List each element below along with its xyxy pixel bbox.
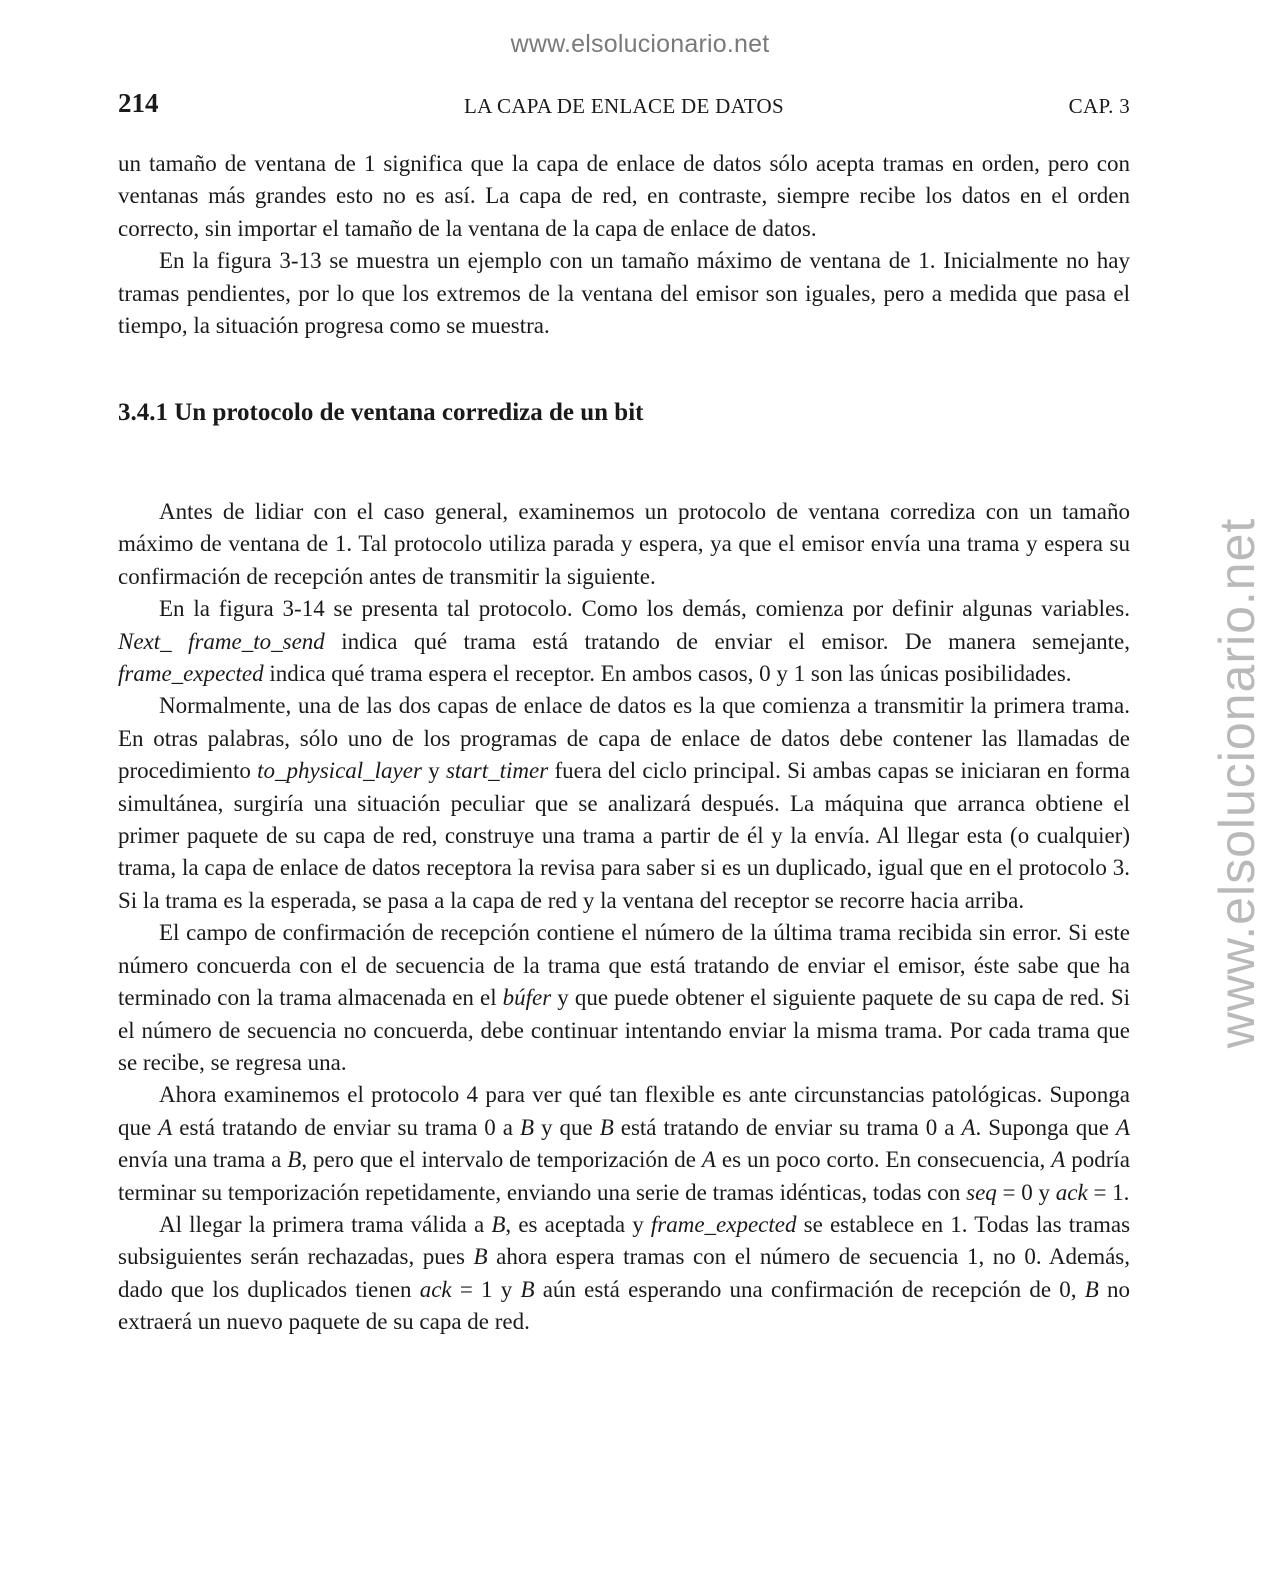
emphasis: búfer [502, 985, 552, 1011]
running-title: LA CAPA DE ENLACE DE DATOS [464, 94, 784, 118]
paragraph: un tamaño de ventana de 1 significa que la capa de enlace de datos sólo acepta tramas en orden, pero con ventanas más grandes esto no es así. La capa de red, en contraste, siempre recibe los datos en el orden correcto, sin importar el tamaño de la ventana de la capa de enlace de datos. [118, 151, 1130, 241]
section-title: 3.4.1 Un protocolo de ventana corrediza de un bit [118, 399, 644, 426]
paragraph: En la figura 3-13 se muestra un ejemplo con un tamaño máximo de ventana de 1. Inicialmente no hay tramas pendientes, por lo que los extremos de la ventana del emisor son iguales, pero a medida que pasa el tiempo, la situación progresa como se muestra. [118, 248, 1130, 339]
watermark-side: www.elsolucionario.net [1209, 517, 1265, 1049]
text-block-top [118, 148, 1130, 342]
variable-name: frame_expected [118, 661, 264, 687]
page-header [118, 88, 1130, 128]
variable-name: Next_ frame_to_send [118, 628, 325, 654]
paragraph: Antes de lidiar con el caso general, examinemos un protocolo de ventana corrediza con un tamaño máximo de ventana de 1. Tal protocolo utiliza parada y espera, ya que el emisor envía una trama y espera su confirmación de recepción antes de transmitir la siguiente. [118, 499, 1130, 589]
paragraph: Normalmente, una de las dos capas de enlace de datos es la que comienza a transmitir la primera trama. En otras palabras, sólo uno de los programas de capa de enlace de datos debe contener las llamadas de procedimiento to_physical_layer y start_timer fuera del ciclo principal. Si ambas capas se iniciaran en forma simultánea, surgiría una situación peculiar que se analizará después. La máquina que arranca obtiene el primer paquete de su capa de red, construye una trama a partir de él y la envía. Al llegar esta (o cualquier) trama, la capa de enlace de datos receptora la revisa para saber si es un duplicado, igual que en el protocolo 3. Si la trama es la esperada, se pasa a la capa de red y la ventana del receptor se recorre hacia arriba. [118, 693, 1130, 913]
chapter-label: CAP. 3 [1068, 94, 1130, 118]
procedure-name: start_timer [445, 758, 549, 784]
page-number: 214 [118, 88, 159, 118]
paragraph: En la figura 3-14 se presenta tal protocolo. Como los demás, comienza por definir algunas variables. Next_ frame_to_send indica qué trama está tratando de enviar el emisor. De manera semejante, frame_expected indica qué trama espera el receptor. En ambos casos, 0 y 1 son las únicas posibilidades. [118, 596, 1130, 687]
paragraph: Ahora examinemos el protocolo 4 para ver qué tan flexible es ante circunstancias patológicas. Suponga que A está tratando de enviar su trama 0 a B y que B está tratando de enviar su trama 0 a A. Suponga que A envía una trama a B, pero que el intervalo de temporización de A es un poco corto. En consecuencia, A podría terminar su temporización repetidamente, enviando una serie de tramas idénticas, todas con seq = 0 y ack = 1. [118, 1082, 1130, 1205]
procedure-name: to_physical_layer [257, 758, 422, 784]
text-block-main [118, 496, 1130, 1339]
paragraph: El campo de confirmación de recepción contiene el número de la última trama recibida sin error. Si este número concuerda con el de secuencia de la trama que está tratando de enviar el emisor, éste sabe que ha terminado con la trama almacenada en el búfer y que puede obtener el siguiente paquete de su capa de red. Si el número de secuencia no concuerda, debe continuar intentando enviar la misma trama. Por cada trama que se recibe, se regresa una. [118, 920, 1130, 1075]
paragraph: Al llegar la primera trama válida a B, es aceptada y frame_expected se establece en 1. Todas las tramas subsiguientes serán rechazadas, pues B ahora espera tramas con el número de secuencia 1, no 0. Además, dado que los duplicados tienen ack = 1 y B aún está esperando una confirmación de recepción de 0, B no extraerá un nuevo paquete de su capa de red. [118, 1211, 1131, 1335]
watermark-top: www.elsolucionario.net [510, 30, 770, 58]
